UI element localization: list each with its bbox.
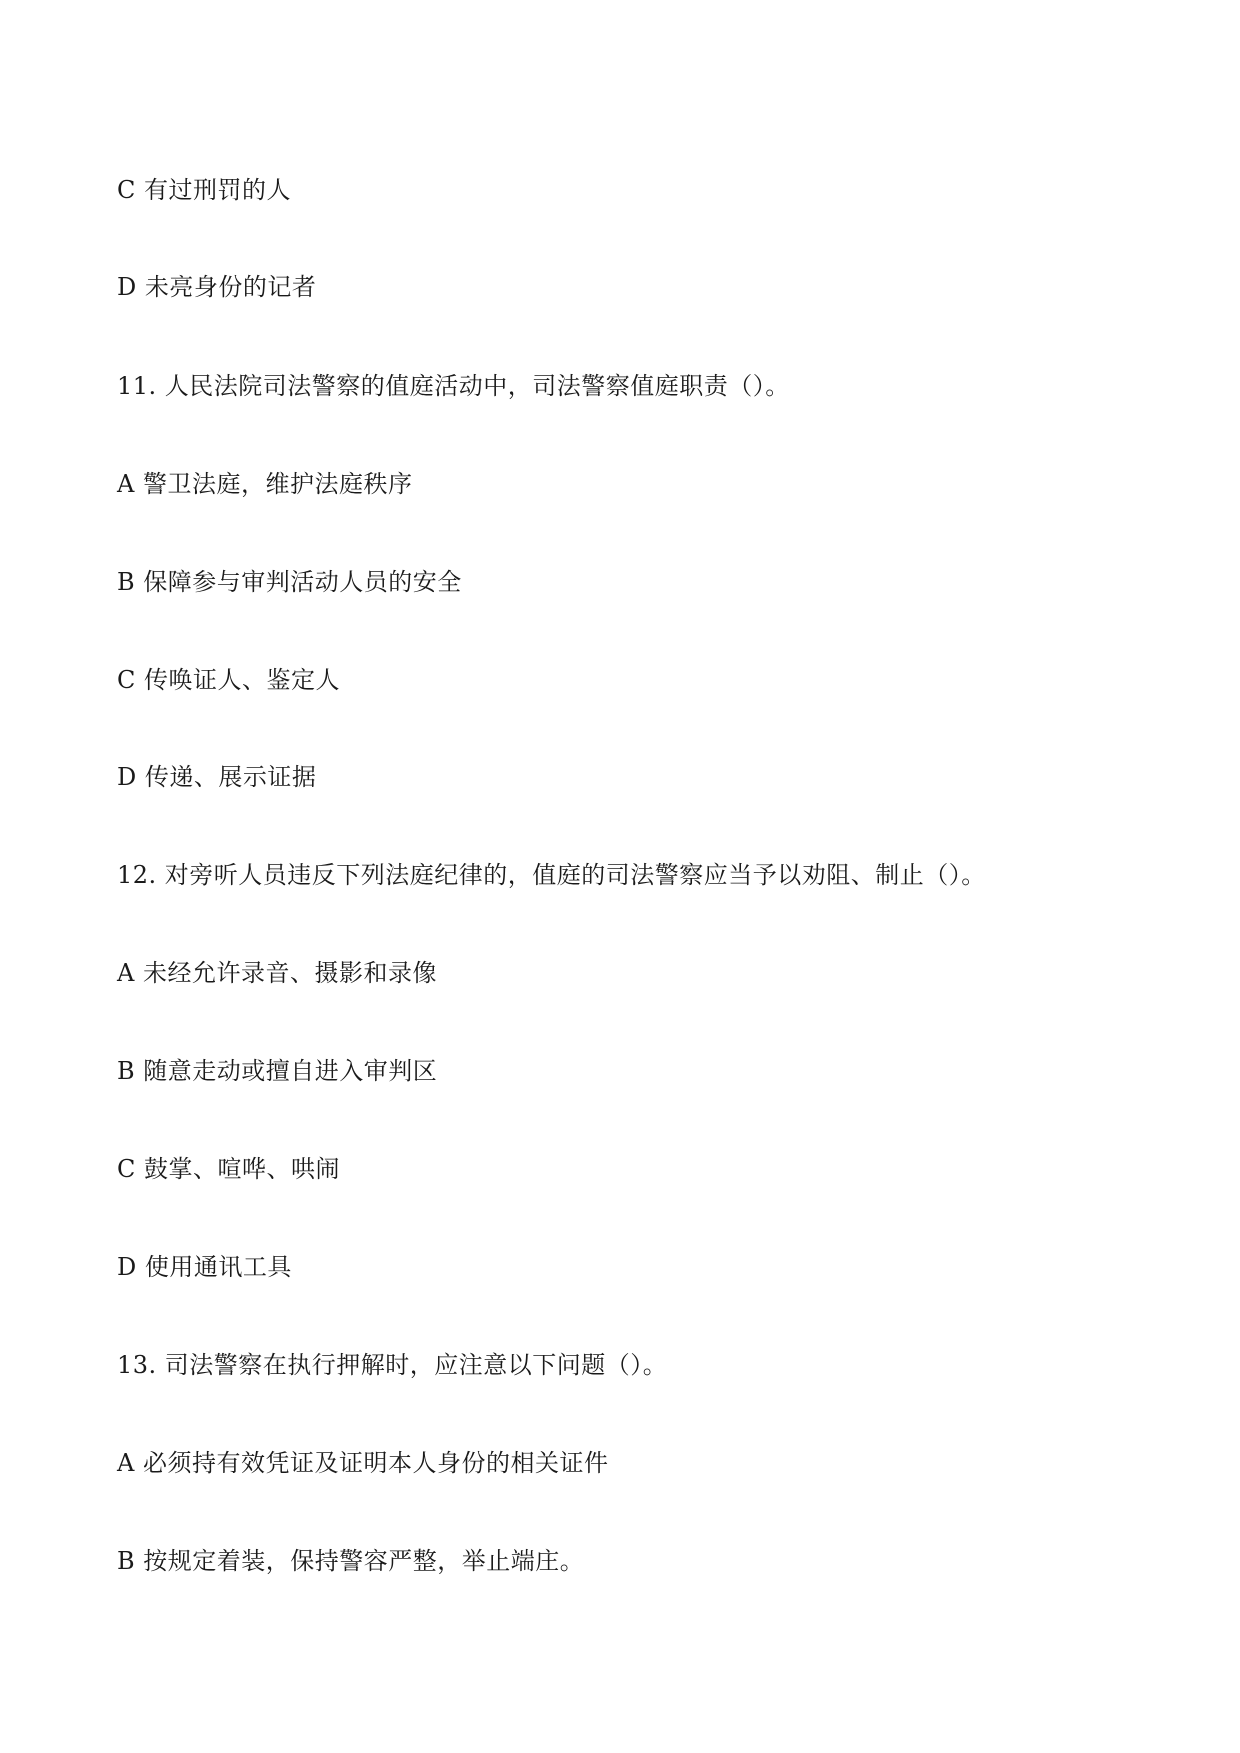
option-a-q12: A 未经允许录音、摄影和录像 (117, 959, 437, 987)
option-b-q12: B 随意走动或擅自进入审判区 (117, 1057, 438, 1085)
option-b-q13: B 按规定着装，保持警容严整，举止端庄。 (117, 1547, 585, 1575)
option-c-q12: C 鼓掌、喧哗、哄闹 (117, 1155, 340, 1183)
option-c-q10: C 有过刑罚的人 (117, 176, 291, 204)
option-b-q11: B 保障参与审判活动人员的安全 (117, 568, 462, 596)
option-d-q12: D 使用通讯工具 (117, 1253, 292, 1281)
question-11: 11. 人民法院司法警察的值庭活动中，司法警察值庭职责（）。 (117, 372, 790, 400)
option-a-q11: A 警卫法庭，维护法庭秩序 (117, 470, 413, 498)
question-13: 13. 司法警察在执行押解时，应注意以下问题（）。 (117, 1351, 668, 1379)
option-d-q10: D 未亮身份的记者 (117, 273, 317, 301)
option-c-q11: C 传唤证人、鉴定人 (117, 666, 340, 694)
option-d-q11: D 传递、展示证据 (117, 763, 317, 791)
question-12: 12. 对旁听人员违反下列法庭纪律的，值庭的司法警察应当予以劝阻、制止（）。 (117, 861, 986, 889)
option-a-q13: A 必须持有效凭证及证明本人身份的相关证件 (117, 1449, 609, 1477)
